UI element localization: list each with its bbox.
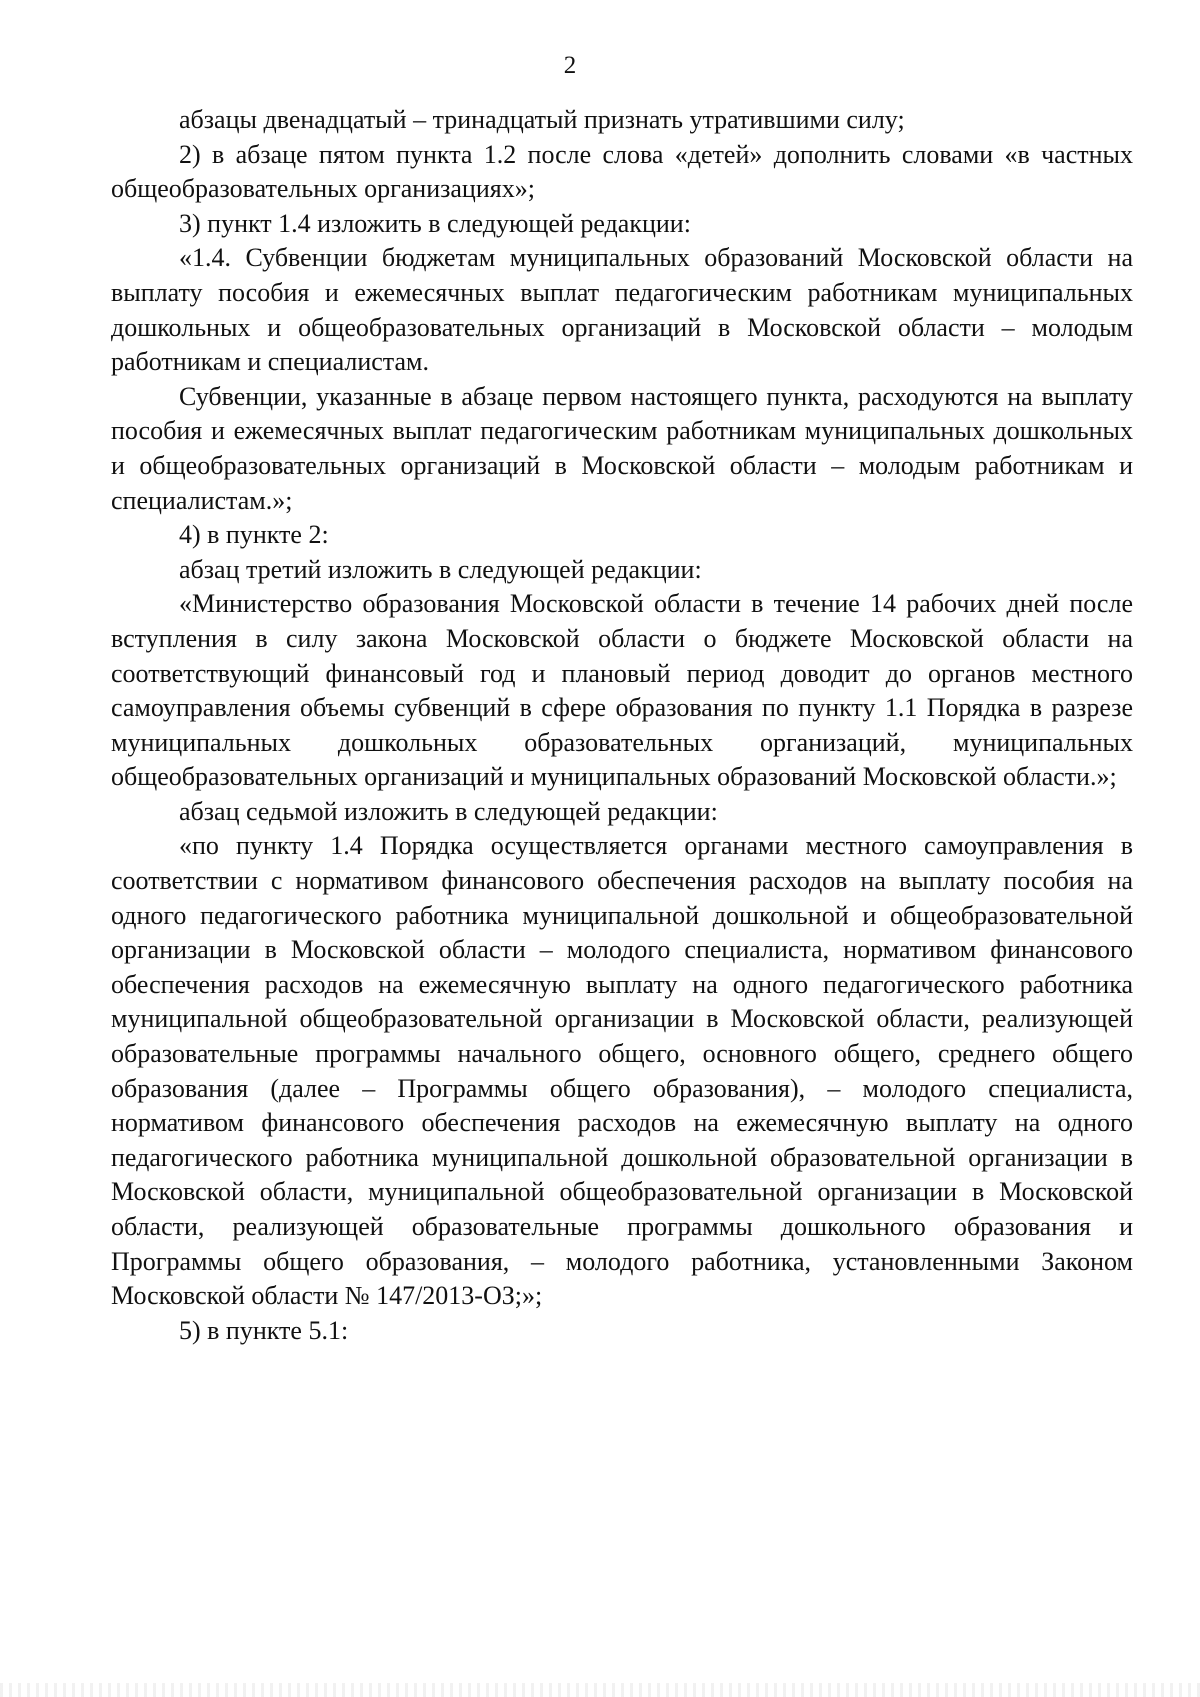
paragraph-2: 2) в абзаце пятом пункта 1.2 после слова «детей» дополнить словами «в частных общеобразовательных организациях»; xyxy=(111,139,1133,204)
paragraph-7: абзац третий изложить в следующей редакции: xyxy=(179,554,702,584)
paragraph-11: 5) в пункте 5.1: xyxy=(179,1315,349,1345)
paragraph-5: Субвенции, указанные в абзаце первом настоящего пункта, расходуются на выплату пособия и ежемесячных выплат педагогическим работникам муниципальных дошкольных и общеобразовательных организаций в Московской области – молодым работникам и специалистам.»; xyxy=(111,381,1133,515)
paragraph-9: абзац седьмой изложить в следующей редакции: xyxy=(179,796,718,826)
scan-bottom-edge xyxy=(0,1683,1200,1697)
document-body xyxy=(111,103,1133,1348)
page-number: 2 xyxy=(563,52,577,79)
paragraph-3: 3) пункт 1.4 изложить в следующей редакции: xyxy=(179,208,691,238)
paragraph-8: «Министерство образования Московской области в течение 14 рабочих дней после вступления в силу закона Московской области о бюджете Московской области на соответствующий финансовый год и плановый период доводит до органов местного самоуправления объемы субвенций в сфере образования по пункту 1.1 Порядка в разрезе муниципальных дошкольных образовательных организаций, муниципальных общеобразовательных организаций и муниципальных образований Московской области.»; xyxy=(111,589,1133,792)
paragraph-1: абзацы двенадцатый – тринадцатый признать утратившими силу; xyxy=(179,105,905,134)
paragraph-6: 4) в пункте 2: xyxy=(179,520,329,550)
paragraph-10: «по пункту 1.4 Порядка осуществляется органами местного самоуправления в соответствии с нормативом финансового обеспечения расходов на выплату пособия на одного педагогического работника муниципальной дошкольной и общеобразовательной организации в Московской области – молодого специалиста, нормативом финансового обеспечения расходов на ежемесячную выплату на одного педагогического работника муниципальной общеобразовательной организации в Московской области, реализующей образовательные программы начального общего, основного общего, среднего общего образования (далее – Программы общего образования), – молодого специалиста, нормативом финансового обеспечения расходов на ежемесячную выплату на одного педагогического работника муниципальной дошкольной образовательной организации в Московской области, муниципальной общеобразовательной организации в Московской области, реализующей образовательные программы дошкольного образования и Программы общего образования, – молодого работника, установленными Законом Московской области № 147/2013-ОЗ;»; xyxy=(111,831,1133,1311)
paragraph-4: «1.4. Субвенции бюджетам муниципальных образований Московской области на выплату пособия и ежемесячных выплат педагогическим работникам муниципальных дошкольных и общеобразовательных организаций в Московской области – молодым работникам и специалистам. xyxy=(111,243,1133,377)
